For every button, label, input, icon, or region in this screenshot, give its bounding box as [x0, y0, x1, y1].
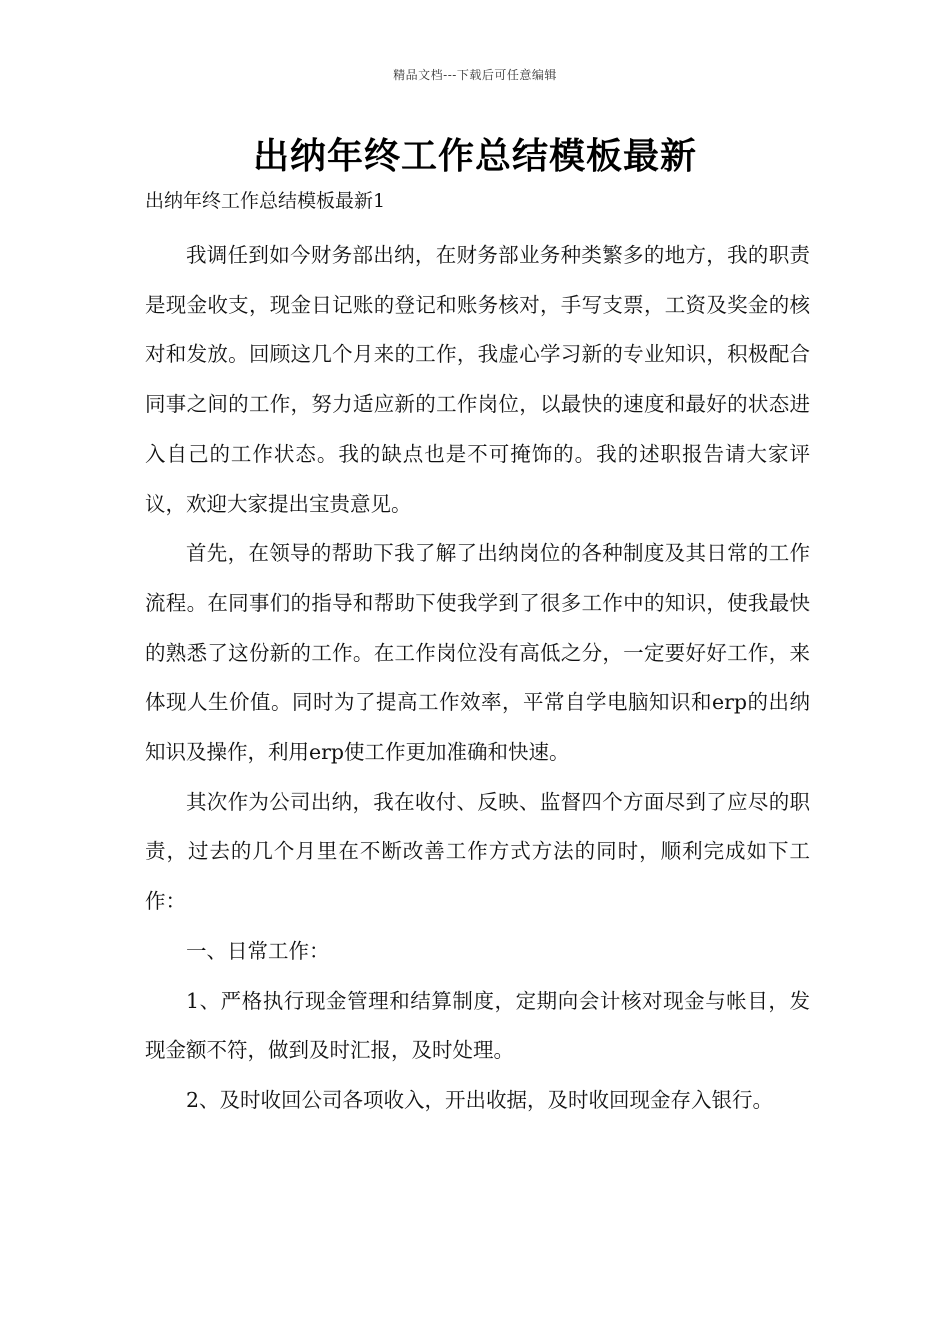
- header-note: 精品文档---下载后可任意编辑: [393, 68, 557, 82]
- document-title: 出纳年终工作总结模板最新: [252, 136, 697, 177]
- list-item-2: 2、及时收回公司各项收入，开出收据，及时收回现金存入银行。: [186, 1087, 774, 1112]
- section-subtitle: 出纳年终工作总结模板最新1: [145, 190, 386, 212]
- section-heading-daily-work: 一、日常工作：: [186, 938, 330, 963]
- paragraph-first: 首先，在领导的帮助下我了解了出纳岗位的各种制度及其日常的工作流程。在同事们的指导和帮助下使我学到了很多工作中的知识，使我最快的熟悉了这份新的工作。在工作岗位没有高低之分，一定要好好工作，来体现人生价值。同时为了提高工作效率，平常自学电脑知识和erp的出纳知识及操作，利用erp使工作更加准确和快速。: [145, 541, 810, 765]
- paragraph-second: 其次作为公司出纳，我在收付、反映、监督四个方面尽到了应尽的职责，过去的几个月里在不断改善工作方式方法的同时，顺利完成如下工作：: [145, 789, 810, 914]
- list-item-1: 1、严格执行现金管理和结算制度，定期向会计核对现金与帐目，发现金额不符，做到及时汇报，及时处理。: [145, 988, 810, 1063]
- document-body: [145, 231, 810, 1126]
- paragraph-intro: 我调任到如今财务部出纳，在财务部业务种类繁多的地方，我的职责是现金收支，现金日记账的登记和账务核对，手写支票，工资及奖金的核对和发放。回顾这几个月来的工作，我虚心学习新的专业知识，积极配合同事之间的工作，努力适应新的工作岗位，以最快的速度和最好的状态进入自己的工作状态。我的缺点也是不可掩饰的。我的述职报告请大家评议，欢迎大家提出宝贵意见。: [145, 243, 810, 516]
